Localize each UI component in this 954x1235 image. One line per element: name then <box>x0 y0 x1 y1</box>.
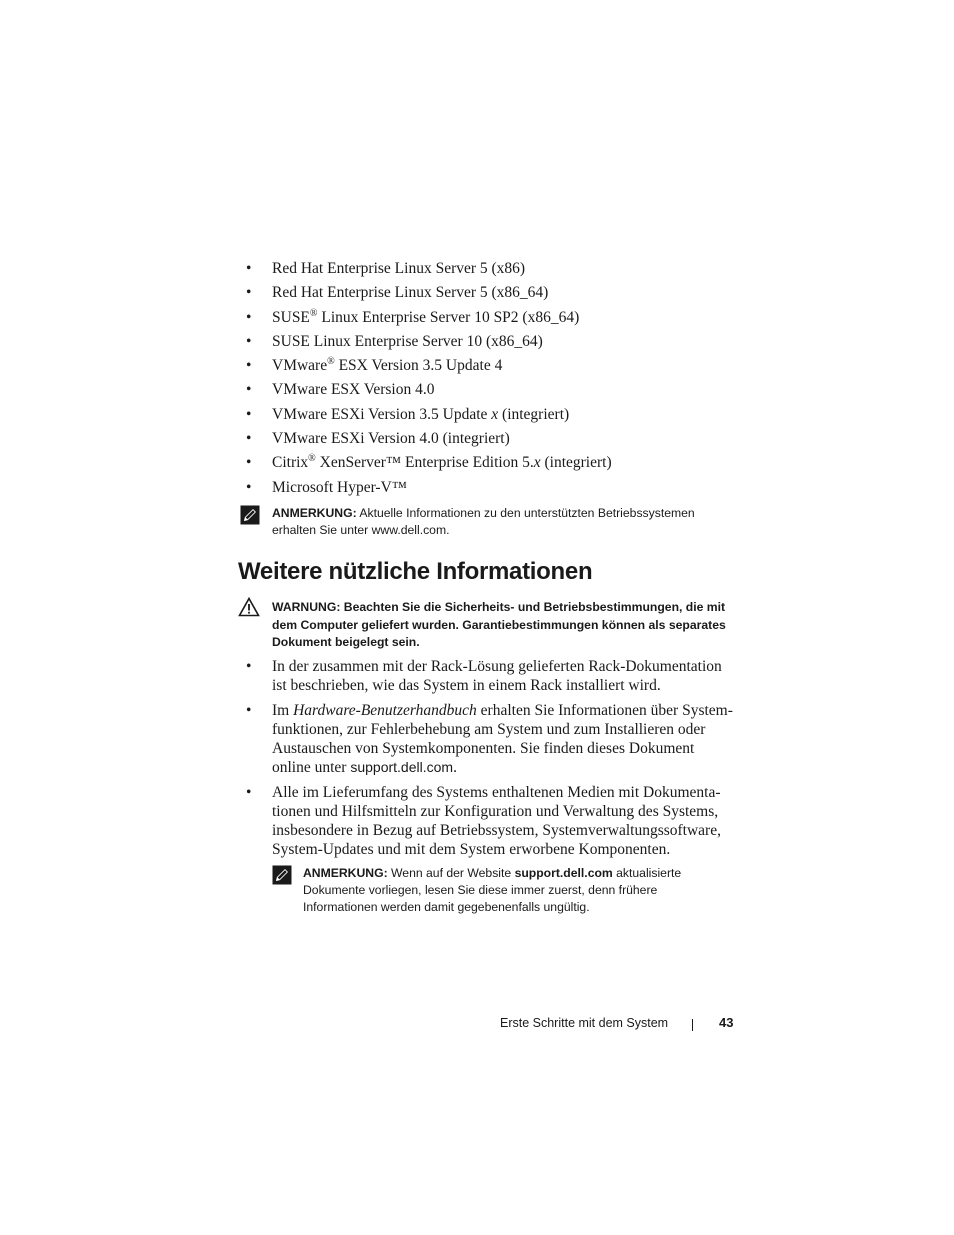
section-heading: Weitere nützliche Informationen <box>238 558 593 585</box>
os-item: • Red Hat Enterprise Linux Server 5 (x86_64) <box>246 283 612 307</box>
list-item: • Im Hardware-Benutzerhandbuch erhalten Sie Informationen über System-funktionen, zur Fehlerbehebung am System und zum Installieren oder Austauschen von Systemkomponenten. Sie finden dieses Dokument online unter support.dell.com. <box>246 701 736 777</box>
os-item: • VMware ESXi Version 4.0 (integriert) <box>246 429 612 453</box>
os-item: • Microsoft Hyper-V™ <box>246 478 612 502</box>
note-supported-os: ANMERKUNG: Aktuelle Informationen zu den unterstützten Betriebssystemen erhalten Sie unter www.dell.com. <box>272 506 695 537</box>
info-list <box>246 657 736 865</box>
os-item: • VMware ESXi Version 3.5 Update x (integriert) <box>246 405 612 429</box>
list-item: • Alle im Lieferumfang des Systems enthaltenen Medien mit Dokumenta-tionen und Hilfsmitteln zur Konfiguration und Verwaltung des Systems, insbesondere in Bezug auf Betriebssystem, Systemverwaltungssoftware, System-Updates und mit dem System erworbene Komponenten. <box>246 783 736 859</box>
support-link[interactable]: support.dell.com <box>350 759 454 775</box>
footer-divider <box>692 1019 693 1031</box>
os-list <box>246 259 612 502</box>
warning-triangle-icon <box>238 597 260 617</box>
os-item: • SUSE Linux Enterprise Server 10 (x86_64) <box>246 332 612 356</box>
os-item: • SUSE® Linux Enterprise Server 10 SP2 (x86_64) <box>246 308 612 332</box>
pencil-note-icon <box>240 505 260 525</box>
dell-link[interactable]: www.dell.com <box>371 523 447 537</box>
pencil-note-icon <box>272 865 292 885</box>
list-item: • In der zusammen mit der Rack-Lösung gelieferten Rack-Dokumentation ist beschrieben, wie das System in einem Rack installiert wird. <box>246 657 736 695</box>
os-item: • Red Hat Enterprise Linux Server 5 (x86) <box>246 259 612 283</box>
support-link[interactable]: support.dell.com <box>514 866 613 880</box>
footer-title: Erste Schritte mit dem System <box>500 1016 669 1030</box>
warning-safety: WARNUNG: Beachten Sie die Sicherheits- und Betriebsbestimmungen, die mit dem Computer geliefert wurden. Garantiebestimmungen können als separates Dokument beigelegt sein. <box>272 600 726 650</box>
os-item: • VMware® ESX Version 3.5 Update 4 <box>246 356 612 380</box>
os-item: • VMware ESX Version 4.0 <box>246 380 612 404</box>
os-item: • Citrix® XenServer™ Enterprise Edition 5.x (integriert) <box>246 453 612 477</box>
page-number: 43 <box>719 1015 734 1030</box>
note-updated-docs: ANMERKUNG: Wenn auf der Website support.dell.com aktualisierte Dokumente vorliegen, lesen Sie diese immer zuerst, denn frühere Informationen werden damit gegebenenfalls ungültig. <box>303 866 682 914</box>
